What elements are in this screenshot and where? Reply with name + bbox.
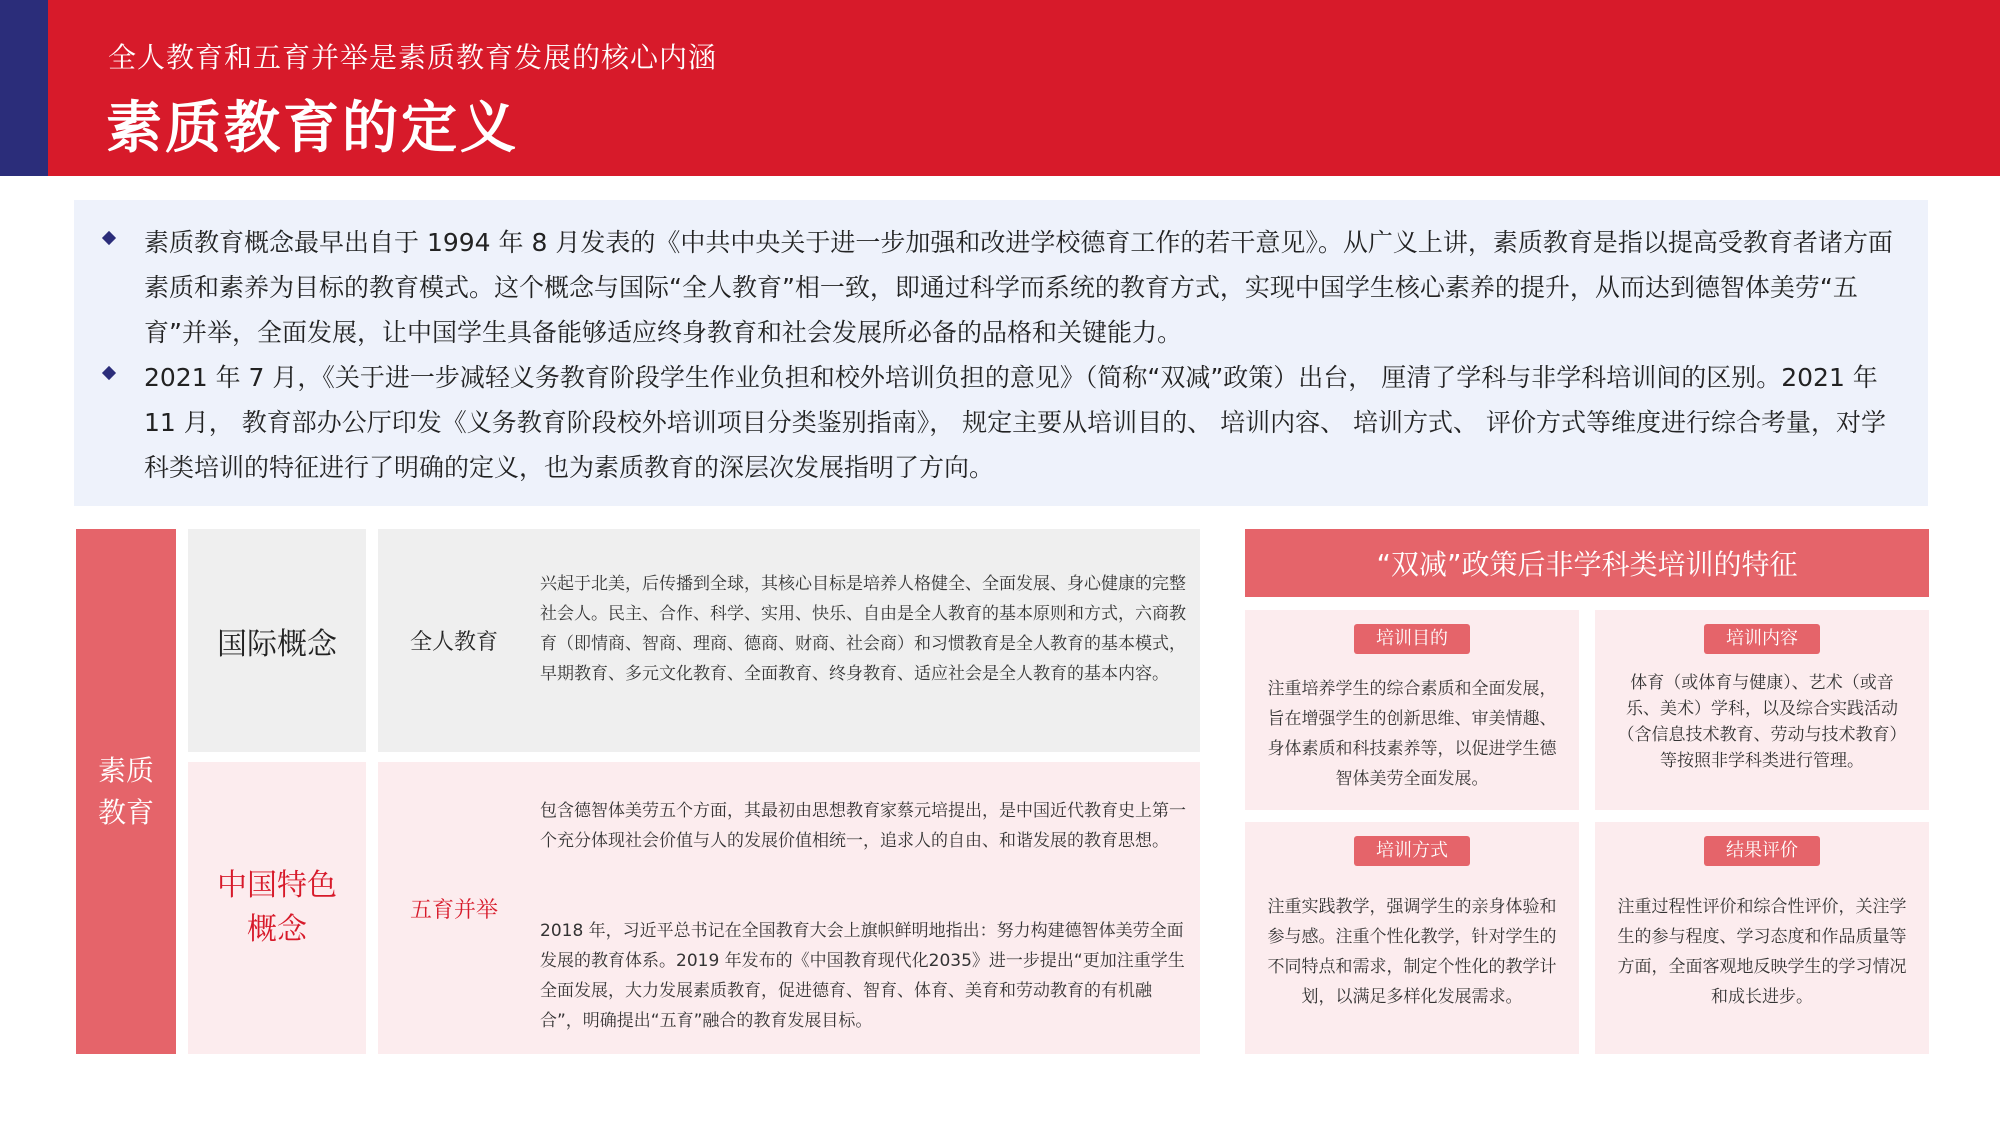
quality-education-label	[76, 529, 176, 1054]
holistic-education-term: 全人教育	[378, 529, 530, 752]
china-concept-desc-1: 包含德智体美劳五个方面，其最初由思想教育家蔡元培提出，是中国近代教育史上第一个充分体现社会价值与人的发展价值相统一，追求人的自由、和谐发展的教育思想。	[540, 801, 1186, 851]
intro-bullet-1-text: 素质教育概念最早出自于 1994 年 8 月发表的《中共中央关于进一步加强和改进学校德育工作的若干意见》。从广义上讲，素质教育是指以提高受教育者诸方面素质和素养为目标的教育模式。这个概念与国际“全人教育”相一致，即通过科学而系统的教育方式，实现中国学生核心素养的提升，从而达到德智体美劳“五育”并举，全面发展，让中国学生具备能够适应终身教育和社会发展所必备的品格和关键能力。	[144, 228, 1893, 347]
intro-bullet-2	[144, 355, 1900, 490]
feature-text: 注重实践教学，强调学生的亲身体验和参与感。注重个性化教学，针对学生的不同特点和需求，制定个性化的教学计划，以满足多样化发展需求。	[1267, 897, 1557, 1007]
page-subtitle: 全人教育和五育并举是素质教育发展的核心内涵	[108, 41, 718, 74]
five-education-term: 五育并举	[378, 762, 530, 1054]
china-concept-desc-cell	[530, 762, 1200, 1054]
feature-text: 注重过程性评价和综合性评价，关注学生的参与程度、学习态度和作品质量等方面，全面客观地反映学生的学习情况和成长进步。	[1617, 897, 1907, 1007]
feature-card-content	[1595, 610, 1929, 810]
feature-card-evaluation	[1595, 822, 1929, 1054]
page-title: 素质教育的定义	[106, 96, 519, 161]
international-concept-desc-cell	[530, 529, 1200, 752]
feature-tag: 培训内容	[1704, 624, 1820, 654]
china-concept-desc-2: 2018 年，习近平总书记在全国教育大会上旗帜鲜明地指出：努力构建德智体美劳全面发展的教育体系。2019 年发布的《中国教育现代化2035》进一步提出“更加注重学生全面发展，大力发展素质教育，促进德育、智育、体育、美育和劳动教育的有机融合”，明确提出“五育”融合的教育发展目标。	[540, 921, 1185, 1031]
intro-bullet-1	[144, 220, 1900, 355]
header-banner	[0, 0, 2000, 176]
china-concept-label-text: 中国特色概念	[217, 868, 337, 947]
feature-text: 体育（或体育与健康）、艺术（或音乐、美术）学科，以及综合实践活动（含信息技术教育、劳动与技术教育）等按照非学科类进行管理。	[1617, 673, 1907, 771]
features-title: “双减”政策后非学科类培训的特征	[1245, 529, 1929, 597]
diamond-bullet-icon	[102, 231, 116, 245]
header-accent-bar	[0, 0, 48, 176]
feature-text: 注重培养学生的综合素质和全面发展，旨在增强学生的创新思维、审美情趣、身体素质和科技素养等，以促进学生德智体美劳全面发展。	[1267, 679, 1557, 789]
intro-panel	[74, 200, 1928, 506]
china-concept-label	[188, 762, 366, 1054]
feature-tag: 培训方式	[1354, 836, 1470, 866]
feature-card-method	[1245, 822, 1579, 1054]
international-concept-label: 国际概念	[188, 529, 366, 752]
intro-bullet-2-text: 2021 年 7 月，《关于进一步减轻义务教育阶段学生作业负担和校外培训负担的意见》（简称“双减”政策）出台， 厘清了学科与非学科培训间的区别。2021 年 11 月， 教育部办公厅印发《义务教育阶段校外培训项目分类鉴别指南》， 规定主要从培训目的、 培训内容、 培训方式、 评价方式等维度进行综合考量，对学科类培训的特征进行了明确的定义，也为素质教育的深层次发展指明了方向。	[144, 363, 1886, 482]
feature-tag: 培训目的	[1354, 624, 1470, 654]
international-concept-desc: 兴起于北美，后传播到全球，其核心目标是培养人格健全、全面发展、身心健康的完整社会人。民主、合作、科学、实用、快乐、自由是全人教育的基本原则和方式，六商教育（即情商、智商、理商、德商、财商、社会商）和习惯教育是全人教育的基本模式，早期教育、多元文化教育、全面教育、终身教育、适应社会是全人教育的基本内容。	[540, 574, 1186, 684]
diamond-bullet-icon	[102, 366, 116, 380]
feature-tag: 结果评价	[1704, 836, 1820, 866]
feature-card-purpose	[1245, 610, 1579, 810]
quality-education-label-text: 素质教育	[97, 753, 154, 829]
